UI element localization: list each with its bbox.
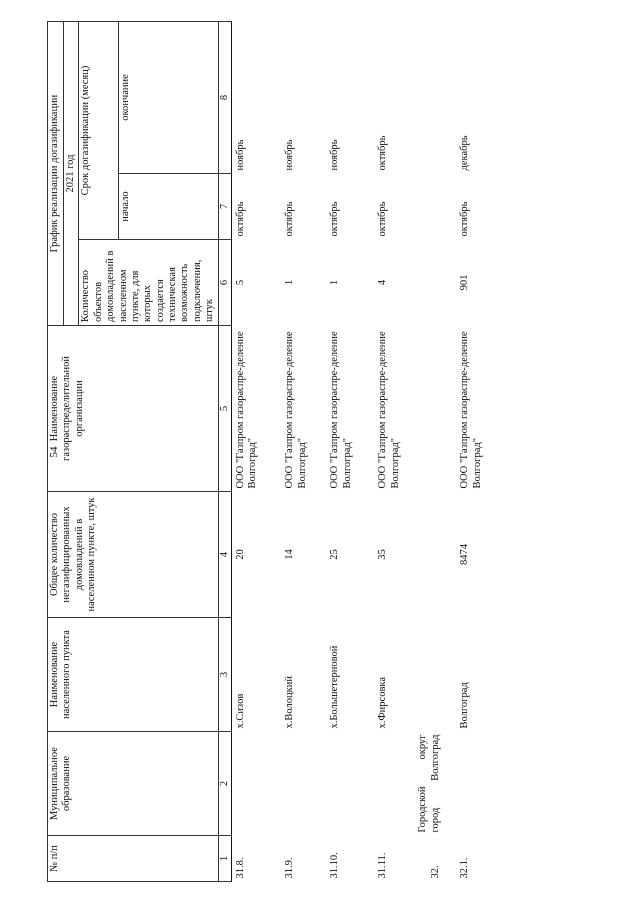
row-no: 31.9. (284, 857, 296, 879)
row-no: 31.10. (329, 852, 341, 879)
row-start (414, 174, 456, 240)
row-no: 32.1. (459, 857, 471, 879)
table-row (231, 22, 281, 882)
row-count: 1 (329, 279, 341, 286)
row-total: 20 (234, 549, 246, 560)
col-number: 5 (218, 326, 231, 492)
row-settlement: х.Сизов (234, 693, 246, 729)
table-row (281, 22, 326, 882)
row-organization: ООО "Газпром газораспре-деление Волгоград" (459, 331, 483, 489)
row-start: октябрь (377, 201, 389, 237)
row-count: 4 (377, 279, 389, 286)
row-organization: ООО "Газпром газораспре-деление Волгоград" (329, 331, 353, 489)
row-municipality (281, 732, 326, 836)
header-organization: Наименование газораспределительной организации (48, 326, 219, 492)
row-total: 8474 (459, 544, 471, 565)
row-organization: ООО "Газпром газораспре-деление Волгоград" (377, 331, 401, 489)
gasification-schedule-table (47, 21, 496, 882)
table-row (456, 22, 496, 882)
page-number: 54 (48, 446, 60, 458)
row-municipality (456, 732, 496, 836)
row-municipality (374, 732, 414, 836)
row-organization: ООО "Газпром газораспре-деление Волгоград" (234, 331, 259, 489)
table-row (374, 22, 414, 882)
col-number: 6 (218, 240, 231, 326)
col-number: 4 (218, 492, 231, 618)
row-end: ноябрь (284, 139, 296, 171)
row-end: декабрь (459, 135, 471, 171)
row-municipality: Городской округ город Волгоград (417, 734, 441, 833)
row-start: октябрь (284, 201, 296, 237)
header-no: № п/п (48, 836, 219, 882)
row-municipality (326, 732, 374, 836)
table-header (48, 22, 232, 882)
table-row (414, 22, 456, 882)
row-count (414, 240, 456, 326)
row-municipality (231, 732, 281, 836)
header-end: окончание (118, 22, 218, 174)
row-end: октябрь (377, 135, 389, 171)
header-total-households: Общее количество негазифицированных домовладений в населенном пункте, штук (48, 492, 219, 618)
header-connection-count: Количество объектов домовладений в населенном пункте, для которых создается техническая возможность подключения, штук (79, 240, 218, 326)
row-settlement: х.Большетерновой (329, 645, 341, 729)
row-start: октябрь (234, 201, 246, 237)
row-count: 5 (234, 279, 246, 286)
row-start: октябрь (459, 201, 471, 237)
col-number: 1 (218, 836, 231, 882)
col-number: 2 (218, 732, 231, 836)
row-total: 25 (329, 549, 341, 560)
header-municipality: Муниципальное образование (48, 732, 219, 836)
row-end: ноябрь (234, 139, 246, 171)
header-year: 2021 год (64, 22, 79, 326)
row-settlement: х.Фирсовка (377, 676, 389, 729)
rotated-page (47, 22, 593, 882)
row-total (414, 492, 456, 618)
header-term: Срок догазификации (месяц) (79, 22, 118, 240)
col-number: 7 (218, 174, 231, 240)
row-organization: ООО "Газпром газораспре-деление Волгоград" (284, 331, 308, 489)
row-total: 14 (284, 549, 296, 560)
row-count: 901 (459, 274, 471, 291)
row-end: ноябрь (329, 139, 341, 171)
row-organization (414, 326, 456, 492)
row-settlement (414, 618, 456, 732)
row-end (414, 22, 456, 174)
col-number: 8 (218, 22, 231, 174)
row-no: 31.11. (377, 852, 389, 879)
row-count: 1 (284, 279, 296, 286)
row-settlement: Волгоград (459, 682, 471, 729)
table-row (326, 22, 374, 882)
header-settlement: Наименование населенного пункта (48, 618, 219, 732)
row-no: 31.8. (234, 857, 246, 879)
row-start: октябрь (329, 201, 341, 237)
row-no: 32. (430, 865, 442, 879)
col-number: 3 (218, 618, 231, 732)
header-start: начало (118, 174, 218, 240)
row-total: 35 (377, 549, 389, 560)
column-number-row (218, 22, 231, 882)
row-settlement: х.Волоцкий (284, 676, 296, 729)
header-schedule-group: График реализации догазификации (48, 22, 64, 326)
